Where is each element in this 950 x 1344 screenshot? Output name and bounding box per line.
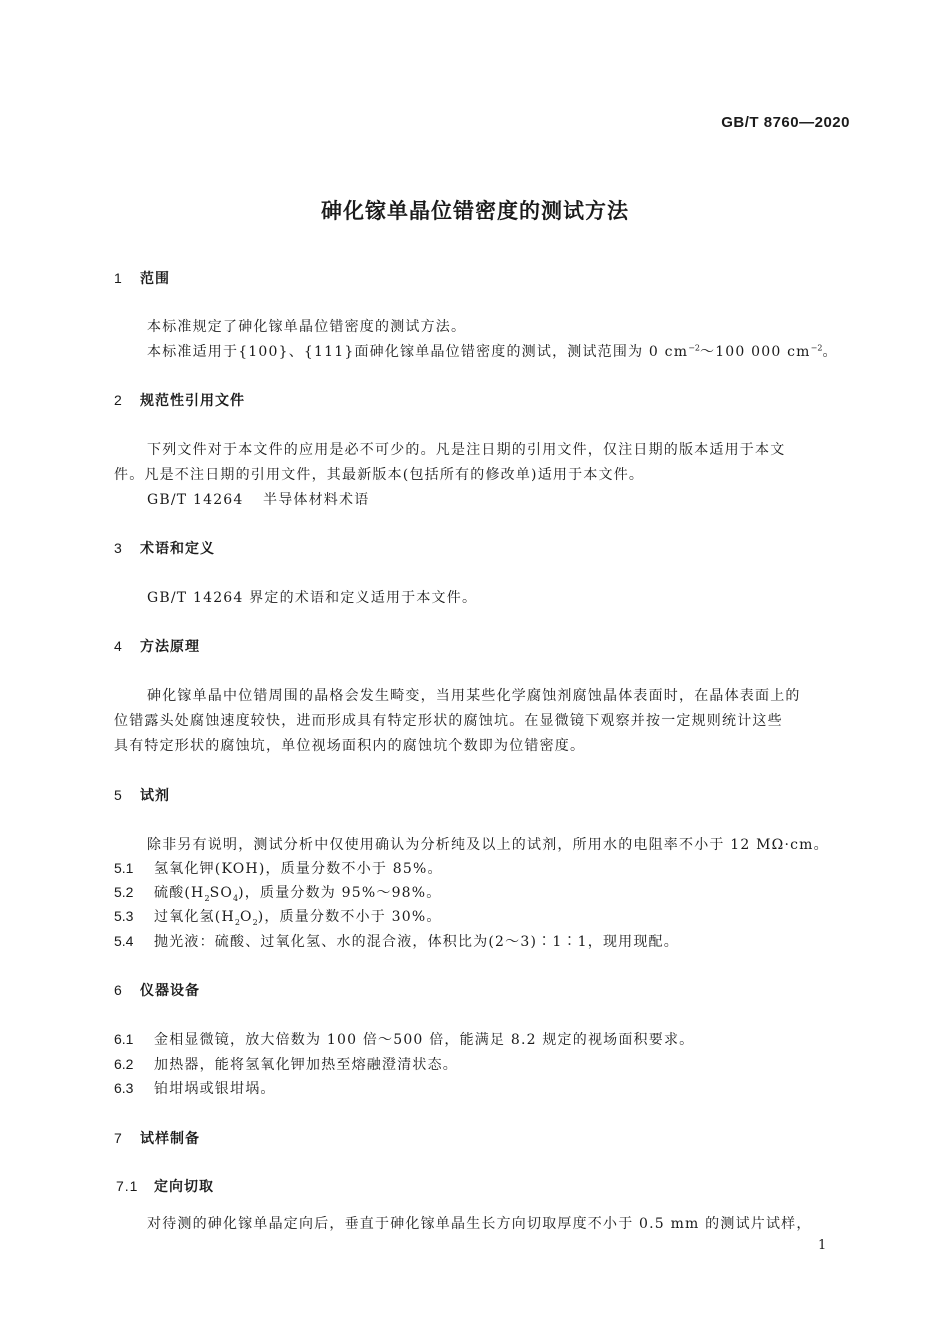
standard-number: GB/T 8760—2020 (721, 114, 850, 131)
superscript: −2 (810, 343, 823, 353)
section-number: 2 (114, 392, 123, 408)
s2-line-2: 件。凡是不注日期的引用文件，其最新版本(包括所有的修改单)适用于本文件。 (114, 467, 645, 483)
subscript: 2 (234, 917, 240, 927)
section-number: 6 (114, 982, 123, 998)
item-text: 加热器，能将氢氧化钾加热至熔融澄清状态。 (154, 1057, 458, 1073)
item-text: 铂坩埚或银坩埚。 (154, 1081, 276, 1097)
item-text: 过氧化氢(H (154, 909, 235, 925)
s5-item-4 (114, 931, 679, 951)
section-4-heading (114, 636, 200, 656)
s7-1-paragraph: 对待测的砷化镓单晶定向后，垂直于砷化镓单晶生长方向切取厚度不小于 0.5 mm 的测试片试样， (147, 1216, 812, 1232)
s5-item-3 (114, 906, 442, 927)
item-text: )，质量分数为 95%～98%。 (238, 885, 442, 901)
subsection-7-1-heading (116, 1176, 214, 1196)
item-number: 5.3 (114, 908, 134, 924)
section-title: 方法原理 (140, 639, 200, 655)
section-number: 1 (114, 270, 123, 286)
item-text: SO (209, 885, 234, 901)
s6-item-2 (114, 1054, 458, 1074)
s6-item-1 (114, 1029, 694, 1049)
item-text: )，质量分数不小于 30%。 (257, 909, 442, 925)
s5-intro: 除非另有说明，测试分析中仅使用确认为分析纯及以上的试剂，所用水的电阻率不小于 12 MΩ·cm。 (147, 837, 829, 853)
s5-item-1 (114, 858, 443, 878)
section-number: 5 (114, 787, 123, 803)
section-title: 规范性引用文件 (140, 393, 245, 409)
item-number: 6.2 (114, 1056, 134, 1072)
s1-paragraph-1: 本标准规定了砷化镓单晶位错密度的测试方法。 (147, 319, 467, 335)
superscript: −2 (688, 343, 700, 353)
s4-line-3: 具有特定形状的腐蚀坑，单位视场面积内的腐蚀坑个数即为位错密度。 (114, 738, 586, 754)
document-title: 砷化镓单晶位错密度的测试方法 (321, 199, 629, 223)
item-number: 5.4 (114, 933, 134, 949)
s1-paragraph-2 (147, 341, 838, 361)
section-title: 术语和定义 (140, 541, 215, 557)
text-run: ～100 000 cm (700, 344, 811, 360)
section-3-heading (114, 538, 215, 558)
item-number: 6.1 (114, 1031, 134, 1047)
reference-title: 半导体材料术语 (263, 492, 370, 508)
item-text: 硫酸(H (154, 885, 205, 901)
s2-line-1: 下列文件对于本文件的应用是必不可少的。凡是注日期的引用文件，仅注日期的版本适用于本文 (147, 442, 786, 458)
item-number: 5.1 (114, 860, 134, 876)
item-text: 抛光液：硫酸、过氧化氢、水的混合液，体积比为(2～3)∶1∶1，现用现配。 (154, 934, 679, 950)
section-1-heading (114, 268, 170, 288)
s4-line-1: 砷化镓单晶中位错周围的晶格会发生畸变，当用某些化学腐蚀剂腐蚀晶体表面时，在晶体表面上的 (147, 688, 801, 704)
reference-code: GB/T 14264 (147, 492, 244, 508)
item-text: O (239, 909, 253, 925)
subscript: 2 (252, 917, 258, 927)
section-number: 7 (114, 1130, 123, 1146)
item-number: 5.2 (114, 884, 134, 900)
subscript: 4 (233, 893, 239, 903)
section-title: 试样制备 (140, 1131, 200, 1147)
s6-item-3 (114, 1078, 276, 1098)
s4-line-2: 位错露头处腐蚀速度较快，进而形成具有特定形状的腐蚀坑。在显微镜下观察并按一定规则统计这些 (114, 713, 783, 729)
section-number: 3 (114, 540, 123, 556)
item-text: 金相显微镜，放大倍数为 100 倍～500 倍，能满足 8.2 规定的视场面积要求。 (154, 1032, 695, 1048)
section-title: 试剂 (140, 788, 170, 804)
text-run: 本标准适用于{100}、{111}面砷化镓单晶位错密度的测试，测试范围为 0 cm (147, 344, 689, 360)
section-5-heading (114, 785, 170, 805)
section-title: 范围 (140, 271, 170, 287)
section-6-heading (114, 980, 200, 1000)
text-run: 。 (822, 344, 838, 360)
section-2-heading (114, 390, 245, 410)
subscript: 2 (204, 893, 210, 903)
section-number: 4 (114, 638, 123, 654)
section-title: 仪器设备 (140, 983, 200, 999)
subsection-title: 定向切取 (154, 1179, 214, 1195)
item-number: 6.3 (114, 1080, 134, 1096)
s3-paragraph: GB/T 14264 界定的术语和定义适用于本文件。 (147, 590, 478, 606)
s5-item-2 (114, 882, 442, 903)
s2-reference (147, 489, 369, 509)
section-7-heading (114, 1128, 200, 1148)
subsection-number: 7.1 (116, 1178, 139, 1194)
item-text: 氢氧化钾(KOH)，质量分数不小于 85%。 (154, 861, 443, 877)
page-number: 1 (818, 1238, 827, 1253)
